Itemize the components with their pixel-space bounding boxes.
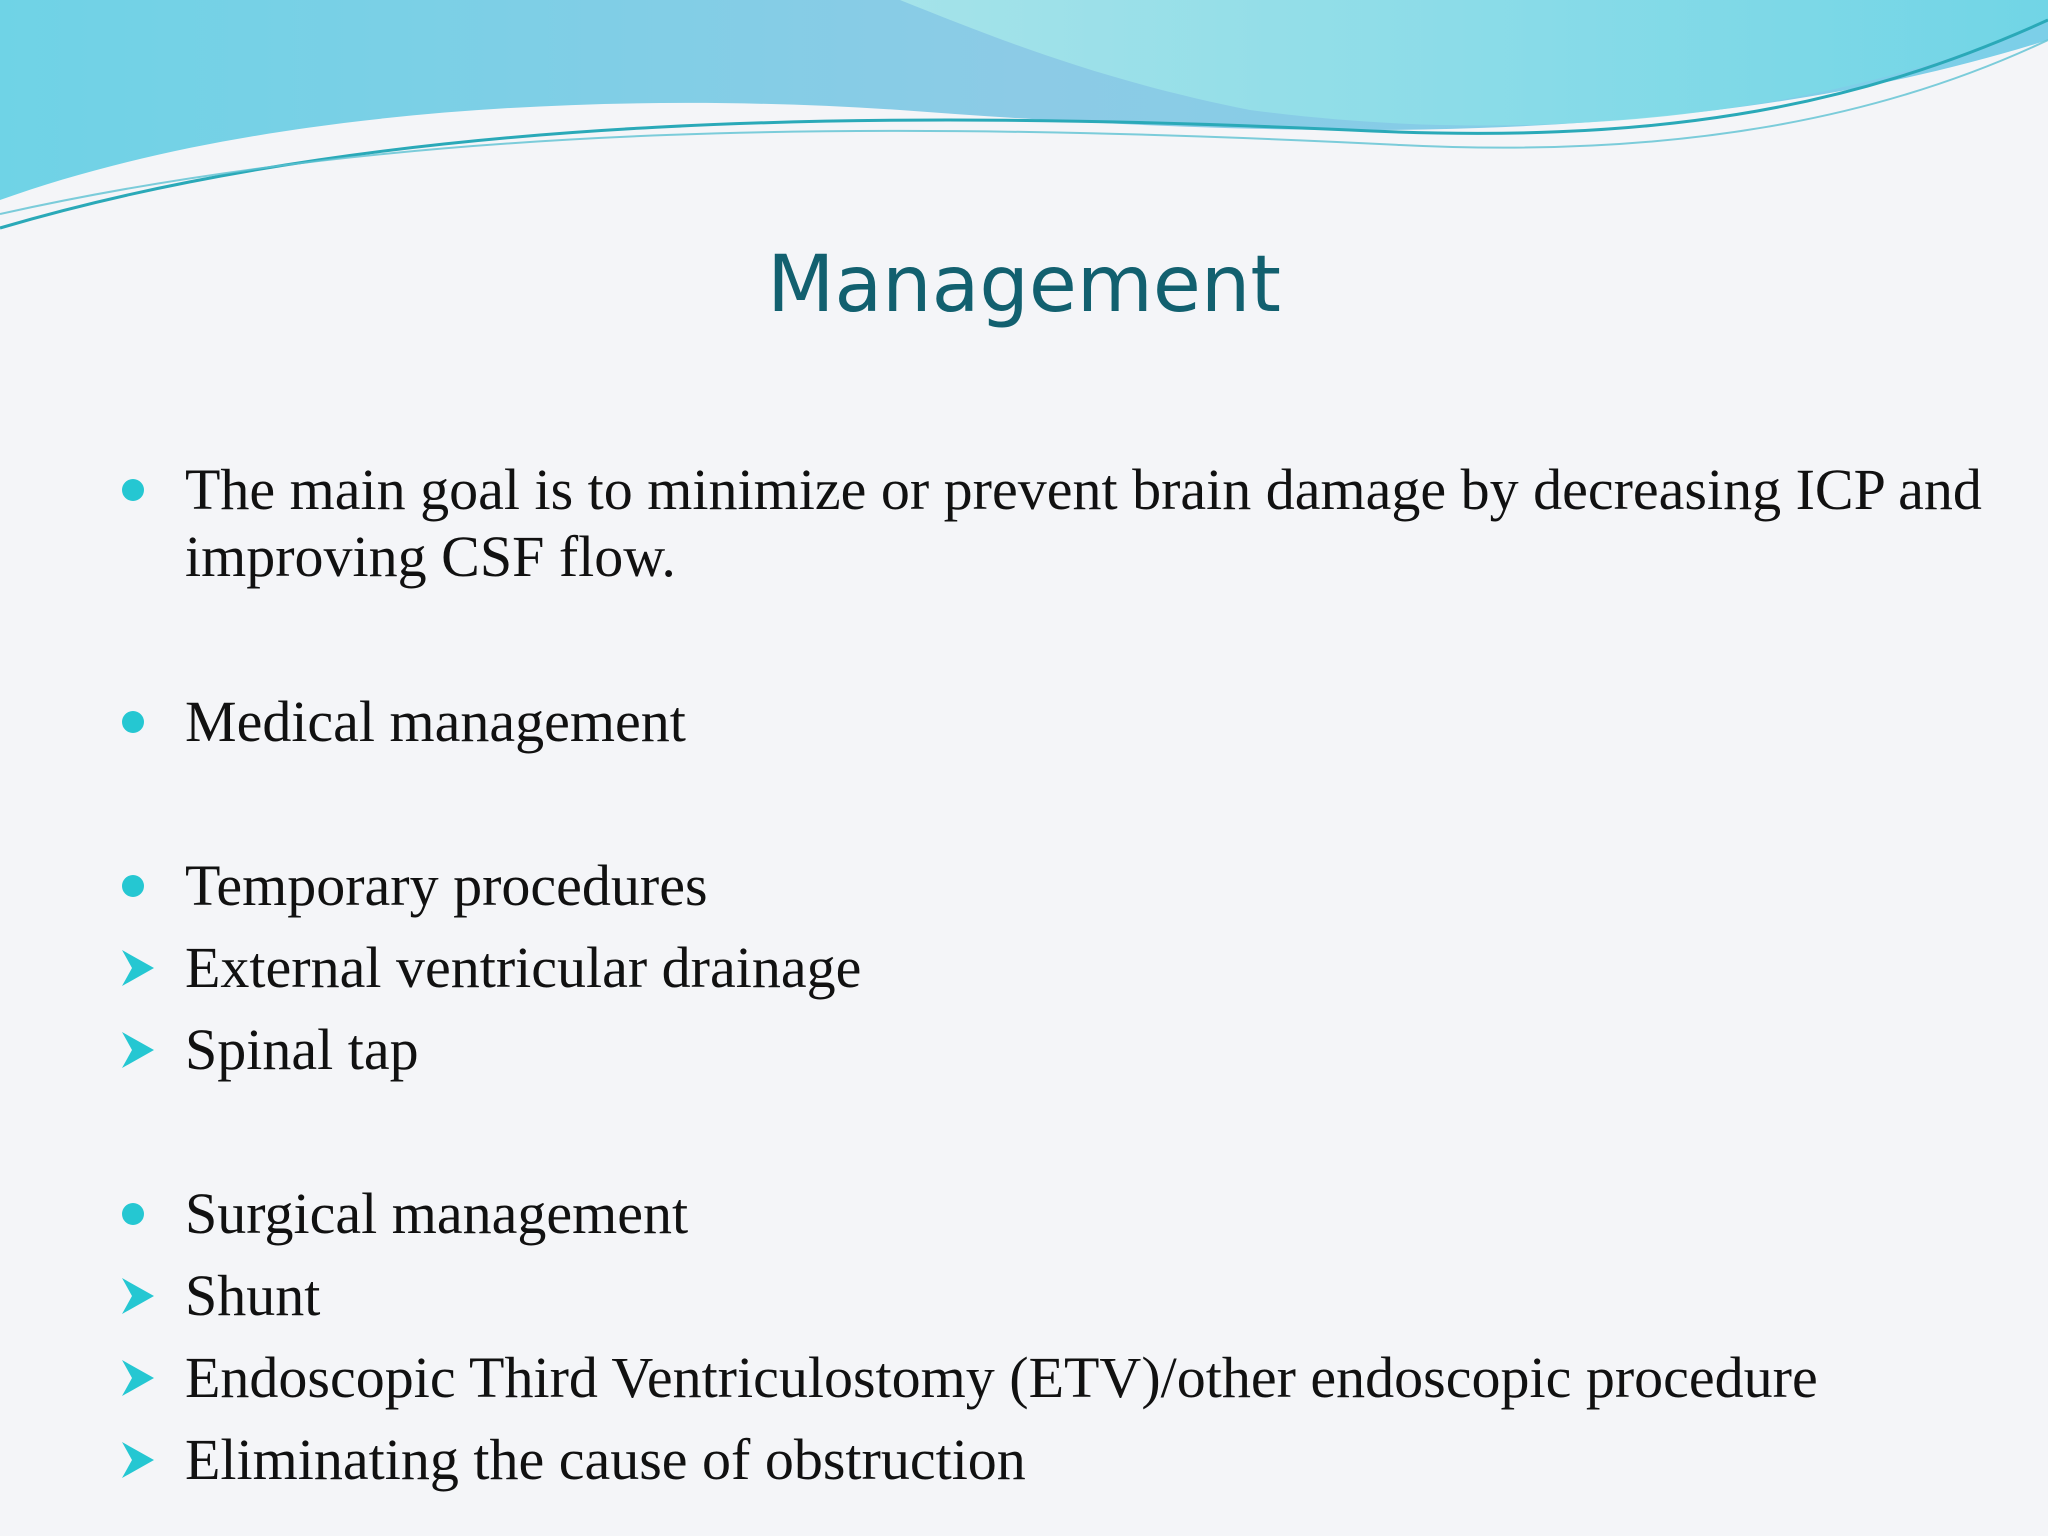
list-item-text: Eliminating the cause of obstruction bbox=[185, 1427, 1026, 1492]
list-item-text: Surgical management bbox=[185, 1181, 689, 1246]
list-item bbox=[185, 456, 1995, 590]
list-item-text: Medical management bbox=[185, 689, 686, 754]
arrowhead-icon bbox=[122, 1426, 162, 1493]
bullet-icon bbox=[122, 456, 162, 523]
list-item bbox=[185, 1180, 1995, 1247]
list-item-text: External ventricular drainage bbox=[185, 935, 862, 1000]
list-item-text: The main goal is to minimize or prevent brain damage by decreasing ICP and improving CSF flow. bbox=[185, 457, 1982, 589]
list-item bbox=[185, 1016, 1995, 1083]
arrowhead-icon bbox=[122, 1016, 162, 1083]
list-item bbox=[185, 1426, 1995, 1493]
list-item-text: Temporary procedures bbox=[185, 853, 708, 918]
bullet-icon bbox=[122, 852, 162, 919]
arrowhead-icon bbox=[122, 1344, 162, 1411]
list-item-text: Shunt bbox=[185, 1263, 321, 1328]
arrowhead-icon bbox=[122, 934, 162, 1001]
list-item-text: Spinal tap bbox=[185, 1017, 419, 1082]
bullet-icon bbox=[122, 688, 162, 755]
bullet-icon bbox=[122, 1180, 162, 1247]
list-item bbox=[185, 1262, 1995, 1329]
header-wave-decoration bbox=[0, 0, 2048, 240]
arrowhead-icon bbox=[122, 1262, 162, 1329]
slide-title: Management bbox=[767, 240, 1281, 330]
list-item bbox=[185, 1344, 1995, 1411]
list-item bbox=[185, 688, 1995, 755]
list-item bbox=[185, 934, 1995, 1001]
list-item bbox=[185, 852, 1995, 919]
list-item-text: Endoscopic Third Ventriculostomy (ETV)/other endoscopic procedure bbox=[185, 1345, 1818, 1410]
